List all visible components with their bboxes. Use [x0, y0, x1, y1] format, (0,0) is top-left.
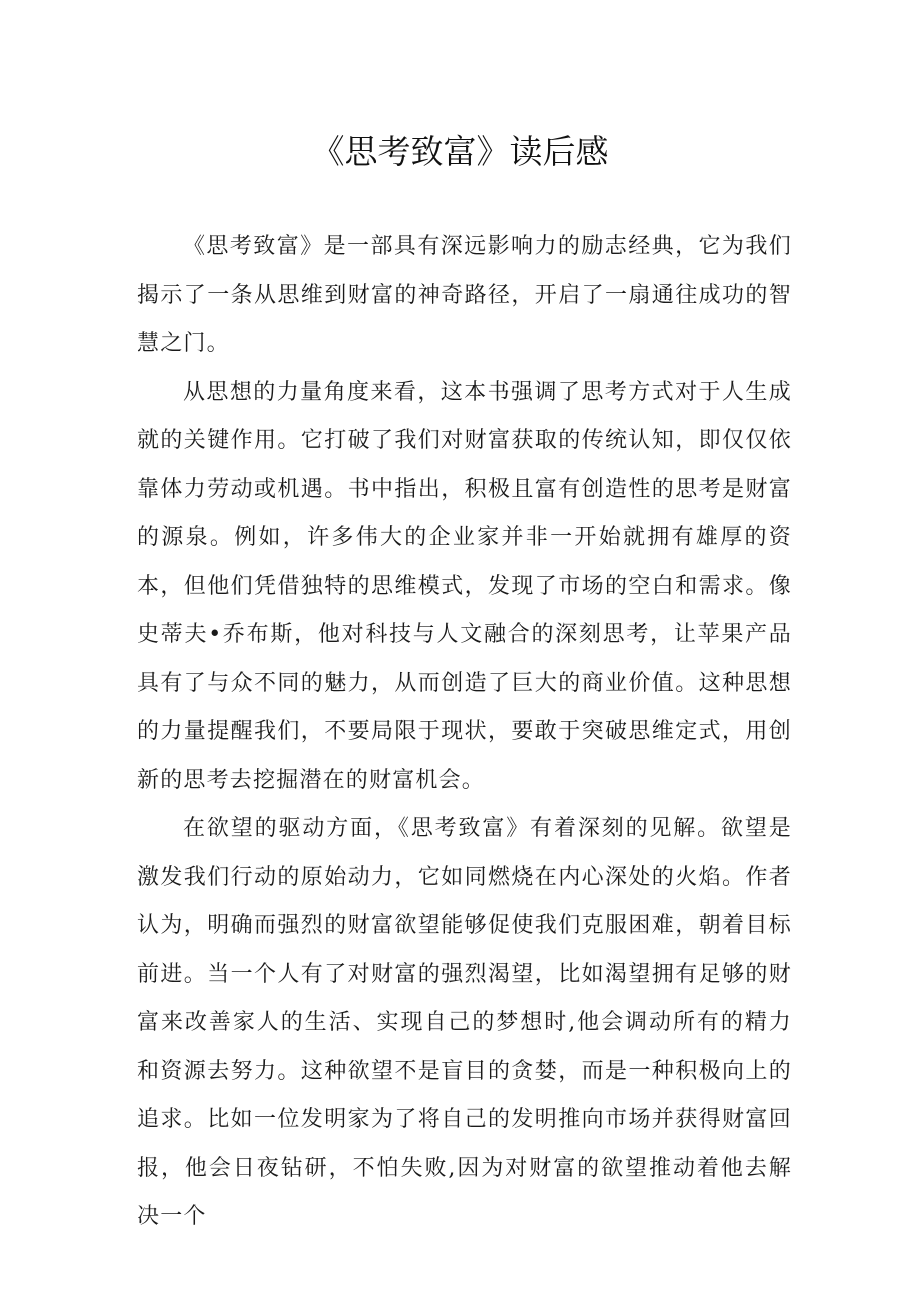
document-title: 《思考致富》读后感 [311, 132, 609, 171]
paragraph-desire: 在欲望的驱动方面，《思考致富》有着深刻的见解。欲望是激发我们行动的原始动力，它如同燃烧在内心深处的火焰。作者认为，明确而强烈的财富欲望能够促使我们克服困难，朝着目标前进。当一个人有了对财富的强烈渴望，比如渴望拥有足够的财富来改善家人的生活、实现自己的梦想时,他会调动所有的精力和资源去努力。这种欲望不是盲目的贪婪，而是一种积极向上的追求。比如一位发明家为了将自己的发明推向市场并获得财富回报，他会日夜钻研，不怕失败,因为对财富的欲望推动着他去解决一个 [137, 816, 792, 1229]
document-body [137, 223, 792, 1242]
paragraph-power-of-thought: 从思想的力量角度来看，这本书强调了思考方式对于人生成就的关键作用。它打破了我们对财富获取的传统认知，即仅仅依靠体力劳动或机遇。书中指出，积极且富有创造性的思考是财富的源泉。例如，许多伟大的企业家并非一开始就拥有雄厚的资本，但他们凭借独特的思维模式，发现了市场的空白和需求。像史蒂夫•乔布斯，他对科技与人文融合的深刻思考，让苹果产品具有了与众不同的魅力，从而创造了巨大的商业价值。这种思想的力量提醒我们，不要局限于现状，要敢于突破思维定式，用创新的思考去挖掘潜在的财富机会。 [137, 379, 792, 793]
paragraph-intro: 《思考致富》是一部具有深远影响力的励志经典，它为我们揭示了一条从思维到财富的神奇路径，开启了一扇通往成功的智慧之门。 [137, 234, 792, 356]
